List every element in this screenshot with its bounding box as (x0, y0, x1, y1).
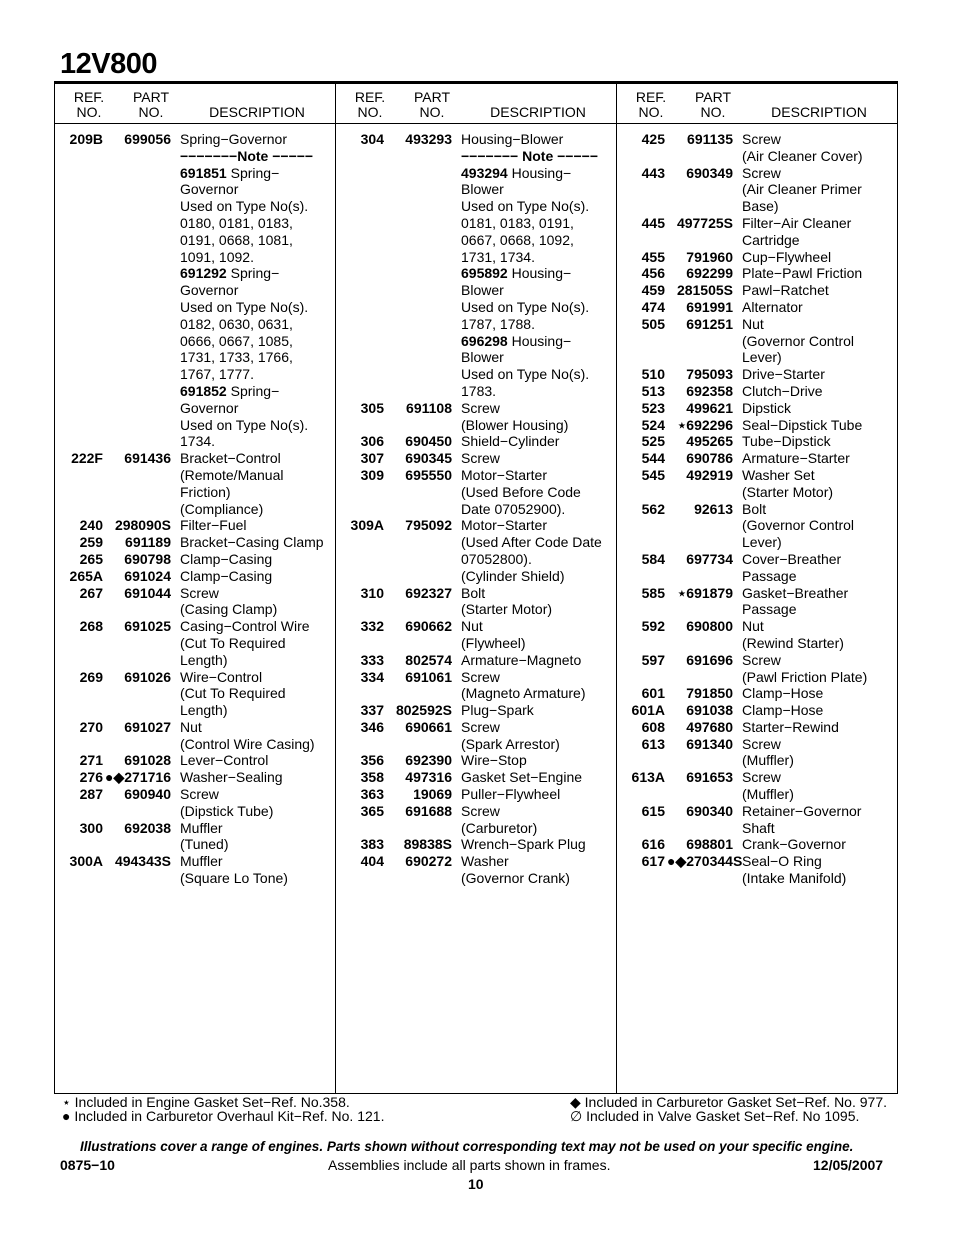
part-description: Screw (Casing Clamp) (180, 584, 278, 618)
ref-number: 365 (360, 802, 384, 819)
assemblies-note: Assemblies include all parts shown in frames. (328, 1157, 611, 1173)
part-number: ●◆270344S (667, 853, 743, 870)
part-description: Motor−Starter (Used After Code Date 07052800). (Cylinder Shield) (461, 517, 602, 584)
part-description: Drive−Starter (742, 366, 825, 383)
part-number: 691688 (405, 802, 452, 819)
header-description: DESCRIPTION (490, 104, 586, 120)
part-row (55, 131, 335, 450)
ref-number: 404 (360, 853, 384, 870)
part-description: Screw (Pawl Friction Plate) (742, 651, 868, 685)
part-row (55, 585, 335, 619)
part-description: Gasket Set−Engine (461, 769, 583, 786)
part-description: Screw (Dipstick Tube) (180, 786, 274, 819)
part-number: 691991 (686, 298, 733, 315)
part-row (617, 366, 897, 383)
part-description: Screw (Carburetor) (461, 802, 538, 836)
ref-number: 510 (641, 366, 665, 383)
part-number: 691189 (125, 534, 171, 551)
ref-number: 584 (641, 550, 665, 567)
part-number: ●◆271716 (105, 769, 171, 786)
part-description: Retainer−Governor Shaft (742, 802, 862, 836)
part-row (336, 769, 616, 786)
ref-number: 513 (641, 382, 665, 399)
part-description: Muffler (Tuned) (180, 819, 229, 853)
part-row (55, 752, 335, 769)
part-row (55, 568, 335, 585)
part-row (336, 752, 616, 769)
part-row (55, 786, 335, 820)
part-description: Alternator (742, 298, 803, 315)
part-description: Washer (Governor Crank) (461, 853, 570, 887)
part-description: Starter−Rewind (742, 718, 839, 735)
ref-number: 300A (69, 853, 103, 870)
header-ref: REF. NO. (354, 89, 386, 120)
part-number: 281505S (676, 282, 733, 299)
ref-number: 601A (631, 702, 665, 719)
part-number: 697734 (686, 550, 733, 567)
part-number: 691135 (687, 131, 733, 147)
part-row (617, 467, 897, 501)
part-number: 690345 (405, 450, 452, 467)
part-number: ⋆692296 (677, 416, 733, 433)
part-description: Nut (Flywheel) (461, 618, 526, 651)
part-row (617, 265, 897, 282)
part-description: Bracket−Control (Remote/Manual Friction) (Compliance) (180, 450, 284, 517)
document-date: 12/05/2007 (813, 1157, 884, 1173)
ref-number: 265 (79, 550, 103, 567)
part-number: 89838S (403, 836, 452, 853)
part-row (336, 836, 616, 853)
part-number: 692299 (686, 265, 733, 282)
part-row (336, 400, 616, 434)
part-description: Clamp−Hose (742, 702, 824, 719)
part-row (617, 803, 897, 837)
parts-column-1 (55, 84, 335, 1093)
ref-number: 306 (360, 433, 384, 450)
part-row (617, 719, 897, 736)
column-header (336, 84, 616, 124)
part-number: 691028 (124, 752, 171, 769)
part-row (617, 702, 897, 719)
part-description: Screw (Air Cleaner Primer Base) (742, 164, 862, 215)
header-part: PART NO. (132, 89, 170, 120)
part-row (617, 165, 897, 215)
part-number: 791960 (686, 248, 733, 265)
part-number: 690272 (405, 853, 452, 870)
part-row (55, 534, 335, 551)
part-row (336, 719, 616, 753)
part-row (336, 702, 616, 719)
part-row (617, 652, 897, 686)
part-description: Plate−Pawl Friction (742, 265, 863, 282)
part-number: 92613 (694, 500, 733, 517)
part-row (55, 719, 335, 753)
part-description: Dipstick (742, 399, 792, 416)
parts-rows (55, 124, 335, 887)
part-row (617, 433, 897, 450)
ref-number: 268 (79, 618, 103, 635)
ref-number: 474 (641, 298, 665, 315)
part-row (55, 853, 335, 887)
part-description: Screw (Muffler) (742, 769, 794, 803)
ref-number: 616 (641, 836, 665, 853)
part-description: Screw (Spark Arrestor) (461, 718, 560, 752)
header-part: PART NO. (694, 89, 732, 120)
ref-number: 269 (79, 668, 103, 685)
part-number: 495265 (686, 433, 733, 450)
part-description: Clutch−Drive (742, 382, 823, 399)
part-number: 691340 (686, 735, 733, 752)
part-number: 691024 (124, 567, 171, 584)
ref-number: 443 (641, 164, 665, 181)
header-part: PART NO. (413, 89, 451, 120)
part-row (617, 685, 897, 702)
part-number: 691038 (686, 702, 733, 719)
part-number: 19069 (413, 786, 452, 803)
parts-column-2 (335, 84, 616, 1093)
part-description: Housing−Blower −−−−−−− Note −−−−− 493294 Housing− Blower Used on Type No(s). 0181, 0183, 0191, 0667, 0668, 1092, 1731, 1734. 695892 Housing− Blower Used on Type No(s). 1787, 1788. 696298 Housing− Blower Used on Type No(s). 1783. (461, 131, 598, 399)
ref-number: 615 (641, 802, 665, 819)
ref-number: 305 (360, 399, 384, 416)
part-number: 499621 (686, 399, 733, 416)
ref-number: 613 (641, 735, 665, 752)
part-number: 698801 (686, 836, 733, 853)
ref-number: 383 (360, 836, 384, 853)
ref-number: 307 (360, 450, 384, 467)
part-number: 692327 (405, 584, 452, 601)
part-description: Nut (Control Wire Casing) (180, 718, 315, 752)
part-number: 691061 (405, 668, 452, 685)
part-description: Shield−Cylinder (461, 433, 560, 450)
part-row (617, 551, 897, 585)
part-row (617, 853, 897, 887)
part-description: Cup−Flywheel (742, 248, 832, 265)
ref-number: 524 (641, 416, 665, 433)
part-row (617, 249, 897, 266)
page-title: 12V800 (60, 48, 157, 80)
part-number: 692038 (124, 819, 171, 836)
parts-table (54, 81, 898, 1094)
part-description: Seal−O Ring (Intake Manifold) (742, 853, 847, 887)
ref-number: 267 (79, 584, 103, 601)
ref-number: 309A (350, 517, 384, 534)
illustrations-disclaimer: Illustrations cover a range of engines. Parts shown without corresponding text may not be used on your specific engine. (80, 1139, 854, 1154)
part-number: 802592S (395, 702, 452, 719)
ref-number: 597 (641, 651, 665, 668)
part-row (55, 820, 335, 854)
part-number: 497316 (405, 769, 452, 786)
part-row (336, 131, 616, 400)
part-number: 494343S (114, 853, 171, 870)
ref-number: 309 (360, 466, 384, 483)
part-row (617, 769, 897, 803)
part-description: Puller−Flywheel (461, 786, 561, 803)
ref-number: 455 (641, 248, 665, 265)
column-header (55, 84, 335, 124)
part-row (617, 282, 897, 299)
part-number: 691653 (686, 769, 733, 786)
part-number: 690450 (405, 433, 452, 450)
part-description: Wire−Control (Cut To Required Length) (180, 668, 286, 719)
part-row (55, 551, 335, 568)
part-description: Plug−Spark (461, 702, 534, 719)
ref-number: 300 (79, 819, 103, 836)
part-row (617, 215, 897, 249)
part-description: Motor−Starter (Used Before Code Date 07052900). (461, 466, 581, 517)
part-row (336, 652, 616, 669)
part-number: 298090S (114, 517, 171, 534)
ref-number: 456 (641, 265, 665, 282)
part-description: Spring−Governor −−−−−−−Note −−−−− 691851 Spring− Governor Used on Type No(s). 0180, 0181, 0183, 0191, 0668, 1081, 1091, 1092. 691292 Spring− Governor Used on Type No(s). 0182, 0630, 0631, 0666, 0667, 1085, 1731, 1733, 1766, 1767, 1777. 691852 Spring− Governor Used on Type No(s). 1734. (180, 131, 314, 450)
ref-number: 356 (360, 752, 384, 769)
part-number: 691251 (686, 315, 733, 332)
ref-number: 608 (641, 718, 665, 735)
ref-number: 545 (641, 466, 665, 483)
part-number: 690661 (405, 718, 452, 735)
ref-number: 525 (641, 433, 665, 450)
part-number: 795092 (405, 517, 452, 534)
ref-number: 346 (360, 718, 384, 735)
part-number: 691436 (124, 450, 171, 467)
part-row (617, 299, 897, 316)
part-description: Filter−Fuel (180, 517, 247, 534)
part-number: 493293 (405, 131, 452, 147)
part-number: 699056 (124, 131, 171, 147)
part-row (336, 517, 616, 584)
part-number: 691026 (124, 668, 171, 685)
part-row (55, 769, 335, 786)
part-row (617, 501, 897, 551)
ref-number: 259 (79, 534, 103, 551)
part-description: Seal−Dipstick Tube (742, 416, 863, 433)
part-row (617, 383, 897, 400)
part-description: Wrench−Spark Plug (461, 836, 586, 853)
ref-number: 222F (71, 450, 103, 467)
part-row (55, 450, 335, 517)
part-description: Bolt (Governor Control Lever) (742, 500, 855, 551)
part-row (617, 836, 897, 853)
part-number: 492919 (686, 466, 733, 483)
part-number: 791850 (686, 685, 733, 702)
part-description: Screw (Air Cleaner Cover) (742, 131, 863, 164)
ref-number: 209B (69, 131, 103, 147)
part-number: 691108 (406, 399, 452, 416)
part-row (336, 669, 616, 703)
ref-number: 304 (360, 131, 384, 147)
ref-number: 270 (79, 718, 103, 735)
ref-number: 332 (360, 618, 384, 635)
part-row (55, 618, 335, 668)
header-description: DESCRIPTION (209, 104, 305, 120)
ref-number: 240 (79, 517, 103, 534)
part-description: Tube−Dipstick (742, 433, 831, 450)
part-number: 690800 (686, 618, 733, 635)
part-description: Screw (Muffler) (742, 735, 794, 769)
part-description: Lever−Control (180, 752, 269, 769)
part-description: Cover−Breather Passage (742, 550, 842, 584)
ref-number: 287 (79, 786, 103, 803)
page-number: 10 (468, 1176, 484, 1192)
part-number: 690662 (405, 618, 452, 635)
column-header (617, 84, 897, 124)
ref-number: 592 (641, 618, 665, 635)
legend-star-note: ⋆ Included in Engine Gasket Set−Ref. No.358. (62, 1094, 350, 1110)
part-row (617, 131, 897, 165)
parts-column-3 (616, 84, 897, 1093)
part-number: 691027 (124, 718, 171, 735)
part-number: 497725S (676, 214, 733, 231)
part-number: 691025 (124, 618, 171, 635)
part-row (617, 585, 897, 619)
ref-number: 523 (641, 399, 665, 416)
header-ref: REF. NO. (73, 89, 105, 120)
part-description: Screw (Blower Housing) (461, 399, 569, 433)
part-row (336, 585, 616, 619)
part-row (336, 450, 616, 467)
part-description: Filter−Air Cleaner Cartridge (742, 214, 852, 248)
part-description: Washer Set (Starter Motor) (742, 466, 834, 500)
part-description: Bracket−Casing Clamp (180, 534, 324, 551)
part-description: Nut (Rewind Starter) (742, 618, 844, 651)
part-row (336, 786, 616, 803)
part-description: Clamp−Hose (742, 685, 824, 702)
ref-number: 505 (641, 315, 665, 332)
part-description: Muffler (Square Lo Tone) (180, 853, 288, 887)
part-number: 795093 (686, 366, 733, 383)
part-row (336, 618, 616, 652)
ref-number: 445 (641, 214, 665, 231)
part-number: 690940 (124, 786, 171, 803)
part-number: ⋆691879 (677, 584, 733, 601)
part-number: 690340 (686, 802, 733, 819)
ref-number: 601 (641, 685, 665, 702)
part-description: Bolt (Starter Motor) (461, 584, 553, 618)
part-row (617, 417, 897, 434)
header-description: DESCRIPTION (771, 104, 867, 120)
part-number: 692358 (686, 382, 733, 399)
ref-number: 562 (641, 500, 665, 517)
part-number: 690349 (686, 164, 733, 181)
part-row (336, 467, 616, 517)
legend-empty-set-note: ∅ Included in Valve Gasket Set−Ref. No 1095. (570, 1108, 860, 1124)
part-description: Crank−Governor (742, 836, 846, 853)
part-number: 802574 (405, 651, 452, 668)
part-description: Clamp−Casing (180, 567, 273, 584)
ref-number: 334 (360, 668, 384, 685)
part-description: Clamp−Casing (180, 550, 273, 567)
ref-number: 358 (360, 769, 384, 786)
ref-number: 337 (360, 702, 384, 719)
part-description: Washer−Sealing (180, 769, 283, 786)
ref-number: 271 (79, 752, 103, 769)
part-row (55, 517, 335, 534)
ref-number: 310 (360, 584, 384, 601)
part-description: Gasket−Breather Passage (742, 584, 849, 618)
part-number: 691044 (124, 584, 171, 601)
ref-number: 363 (360, 786, 384, 803)
part-number: 692390 (405, 752, 452, 769)
ref-number: 459 (641, 282, 665, 299)
part-number: 690798 (124, 550, 171, 567)
part-number: 695550 (405, 466, 452, 483)
part-row (617, 618, 897, 652)
part-row (617, 316, 897, 366)
part-number: 497680 (686, 718, 733, 735)
part-description: Pawl−Ratchet (742, 282, 829, 299)
part-description: Screw (461, 450, 500, 467)
part-description: Wire−Stop (461, 752, 527, 769)
ref-number: 617 (641, 853, 665, 870)
part-row (336, 433, 616, 450)
part-row (55, 669, 335, 719)
ref-number: 544 (641, 450, 665, 467)
part-row (336, 853, 616, 887)
part-description: Casing−Control Wire (Cut To Required Length) (180, 618, 310, 668)
legend-diamond-note: ◆ Included in Carburetor Gasket Set−Ref. No. 977. (570, 1094, 887, 1110)
legend-dot-note: ● Included in Carburetor Overhaul Kit−Ref. No. 121. (62, 1108, 385, 1124)
ref-number: 333 (360, 651, 384, 668)
ref-number: 585 (641, 584, 665, 601)
part-row (617, 400, 897, 417)
part-description: Screw (Magneto Armature) (461, 668, 586, 702)
ref-number: 265A (69, 567, 103, 584)
part-row (617, 450, 897, 467)
header-ref: REF. NO. (635, 89, 667, 120)
ref-number: 425 (641, 131, 665, 147)
part-row (336, 803, 616, 837)
ref-number: 276 (79, 769, 103, 786)
ref-number: 613A (631, 769, 665, 786)
parts-rows (617, 124, 897, 887)
part-description: Armature−Magneto (461, 651, 582, 668)
part-description: Nut (Governor Control Lever) (742, 315, 855, 366)
part-number: 691696 (686, 651, 733, 668)
part-description: Armature−Starter (742, 450, 850, 467)
parts-rows (336, 124, 616, 887)
part-number: 690786 (686, 450, 733, 467)
part-row (617, 736, 897, 770)
document-code: 0875−10 (60, 1157, 115, 1173)
